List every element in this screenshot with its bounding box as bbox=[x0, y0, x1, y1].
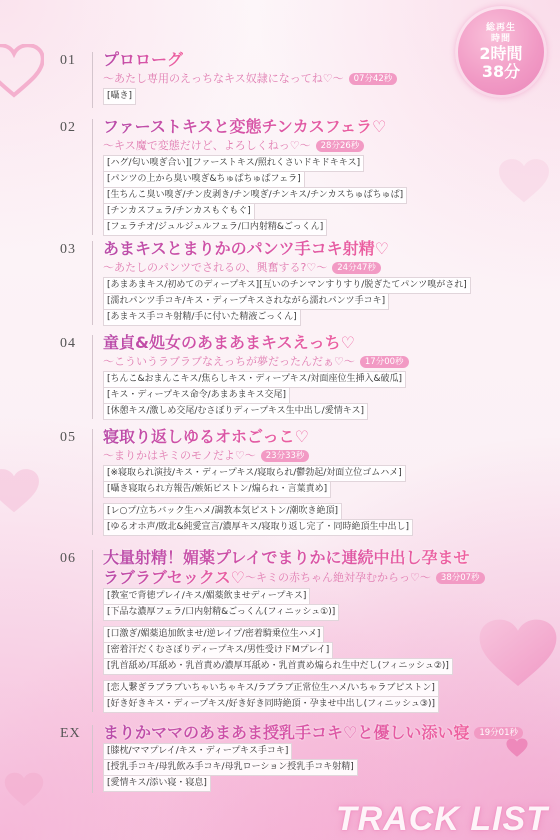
tag-row: [チンカスフェラ/チンカスもぐもぐ] bbox=[103, 203, 255, 220]
track-divider-line bbox=[92, 725, 93, 793]
tag-group bbox=[103, 626, 550, 675]
track-title: 童貞&処女のあまあまキスえっち♡ bbox=[103, 333, 355, 352]
tag-row: [ハグ/匂い嗅ぎ合い][ファーストキス/照れくさいドキドキキス] bbox=[103, 155, 364, 172]
tag-row: [密着汗だくむさぼりディープキス/男性受けドMプレイ] bbox=[103, 642, 333, 659]
track-02 bbox=[55, 117, 550, 235]
tag-row: [濡れパンツ手コキ/キス・ディープキスされながら濡れパンツ手コキ] bbox=[103, 293, 389, 310]
track-divider-line bbox=[92, 550, 93, 712]
badge-hours: 2時間 bbox=[479, 44, 523, 63]
track-duration-badge: 19分01秒 bbox=[474, 727, 523, 739]
tag-group bbox=[103, 465, 550, 498]
track-body bbox=[103, 50, 550, 110]
track-duration-badge: 28分26秒 bbox=[316, 140, 365, 152]
track-subtitle: ～あたしのパンツでされるの、興奮する?♡～ bbox=[103, 261, 328, 274]
track-body bbox=[103, 333, 550, 425]
tag-row: [ゆるオホ声/敗北&純愛宣言/濃厚キス/寝取り返し完了・同時絶頂生中出し] bbox=[103, 519, 413, 536]
tag-row: [囁き] bbox=[103, 88, 136, 105]
tag-group bbox=[103, 371, 550, 420]
tag-row: [授乳手コキ/母乳飲み手コキ/母乳ローション授乳手コキ射精] bbox=[103, 759, 358, 776]
track-divider-line bbox=[92, 241, 93, 325]
track-list-heading: TRACK LIST bbox=[335, 800, 548, 838]
tag-group bbox=[103, 588, 550, 621]
tag-row: [好き好きキス・ディープキス/好き好き同時絶頂・孕ませ中出し(フィニッシュ③)] bbox=[103, 696, 439, 713]
track-ex bbox=[55, 723, 550, 793]
tag-row: [キス・ディープキス命令/あまあまキス交尾] bbox=[103, 387, 290, 404]
heart-icon bbox=[4, 772, 44, 808]
tag-row: [生ちんこ臭い嗅ぎ/チン皮剥き/チン嗅ぎ/チンキス/チンカスちゅぱちゅぱ] bbox=[103, 187, 407, 204]
tag-row: [ちんこ&おまんこキス/焦らしキス・ディープキス/対面座位生挿入&破瓜] bbox=[103, 371, 406, 388]
track-number: 05 bbox=[60, 430, 76, 445]
track-number: 04 bbox=[60, 336, 76, 351]
tag-group bbox=[103, 155, 550, 236]
track-title: 寝取り返しゆるオホごっこ♡ bbox=[103, 427, 310, 446]
track-title: 大量射精！媚薬プレイでまりかに連続中出し孕ませ bbox=[103, 548, 470, 567]
badge-label-bottom: 時間 bbox=[490, 34, 511, 44]
tag-row: [下品な濃厚フェラ/口内射精&ごっくん(フィニッシュ①)] bbox=[103, 604, 339, 621]
track-title: プロローグ bbox=[103, 50, 184, 69]
tag-row: [恋人繋ぎラブラブいちゃいちゃキス/ラブラブ正常位生ハメ/いちゃラブピストン] bbox=[103, 680, 439, 697]
badge-label-top: 総再生 bbox=[485, 23, 516, 33]
tag-row: [あまあまキス/初めてのディープキス][互いのチンマンすりすり/脱ぎたてパンツ嗅がされ] bbox=[103, 277, 471, 294]
tag-row: [休憩キス/激しめ交尾/むさぼりディープキス生中出し/愛情キス] bbox=[103, 403, 368, 420]
track-06 bbox=[55, 548, 550, 712]
tag-row: [教室で背徳プレイ/キス/媚薬飲ませディープキス] bbox=[103, 588, 310, 605]
track-subtitle: ～まりかはキミのモノだよ♡～ bbox=[103, 449, 256, 462]
tag-group bbox=[103, 277, 550, 326]
track-title: まりかママのあまあま授乳手コキ♡と優しい添い寝 bbox=[103, 723, 470, 742]
track-number: 06 bbox=[60, 551, 76, 566]
track-body bbox=[103, 427, 550, 541]
heart-icon bbox=[0, 44, 44, 98]
track-04 bbox=[55, 333, 550, 419]
tag-row: [パンツの上から臭い嗅ぎ&ちゅぱちゅぱフェラ] bbox=[103, 171, 305, 188]
tag-group bbox=[103, 88, 550, 105]
tag-group bbox=[103, 680, 550, 713]
track-subtitle: ～キミの赤ちゃん絶対孕むからっ♡～ bbox=[245, 571, 431, 584]
track-title: ファーストキスと変態チンカスフェラ♡ bbox=[103, 117, 387, 136]
tag-row: [レ○プ/立ちバック生ハメ/調教本気ピストン/潮吹き絶頂] bbox=[103, 503, 342, 520]
tag-row: [囁き寝取られ方報告/嫉妬ピストン/煽られ・言葉責め] bbox=[103, 481, 331, 498]
track-duration-badge: 07分42秒 bbox=[349, 73, 398, 85]
track-01 bbox=[55, 50, 550, 108]
heart-icon bbox=[0, 468, 40, 515]
track-03 bbox=[55, 239, 550, 325]
track-duration-badge: 24分47秒 bbox=[332, 262, 381, 274]
track-body bbox=[103, 548, 550, 718]
track-subtitle: ～あたし専用のえっちなキス奴隷になってね♡～ bbox=[103, 72, 344, 85]
track-subtitle: ～こういうラブラブなえっちが夢だったんだぁ♡～ bbox=[103, 355, 355, 368]
tag-row: [あまキス手コキ射精/手に付いた精液ごっくん] bbox=[103, 309, 301, 326]
track-title-line2: ラブラブセックス♡ bbox=[103, 568, 246, 587]
track-duration-badge: 17分00秒 bbox=[360, 356, 409, 368]
tag-group bbox=[103, 743, 550, 792]
track-body bbox=[103, 239, 550, 331]
track-divider-line bbox=[92, 52, 93, 108]
track-duration-badge: 38分07秒 bbox=[436, 572, 485, 584]
tag-row: [膝枕/ママプレイ/キス・ディープキス手コキ] bbox=[103, 743, 292, 760]
track-divider-line bbox=[92, 429, 93, 535]
tag-group bbox=[103, 503, 550, 536]
tag-row: [口激ぎ/媚薬追加飲ませ/逆レイプ/密着騎乗位生ハメ] bbox=[103, 626, 324, 643]
track-title: あまキスとまりかのパンツ手コキ射精♡ bbox=[103, 239, 390, 258]
track-number: 02 bbox=[60, 120, 76, 135]
track-duration-badge: 23分33秒 bbox=[261, 450, 310, 462]
tag-row: [乳首舐め/耳舐め・乳首責め/濃厚耳舐め・乳首責め煽られ生中だし(フィニッシュ②)] bbox=[103, 658, 453, 675]
track-number: 01 bbox=[60, 53, 76, 68]
badge-minutes: 38分 bbox=[481, 62, 521, 81]
track-number: 03 bbox=[60, 242, 76, 257]
track-body bbox=[103, 117, 550, 241]
track-divider-line bbox=[92, 119, 93, 235]
track-divider-line bbox=[92, 335, 93, 419]
tag-row: [フェラチオ/ジュルジュルフェラ/口内射精&ごっくん] bbox=[103, 219, 327, 236]
tag-row: [愛情キス/添い寝・寝息] bbox=[103, 775, 211, 792]
track-body bbox=[103, 723, 550, 797]
track-subtitle: ～キス魔で変態だけど、よろしくねっ♡～ bbox=[103, 139, 311, 152]
track-05 bbox=[55, 427, 550, 535]
tag-row: [※寝取られ演技/キス・ディープキス/寝取られ/鬱勃起/対面立位ゴムハメ] bbox=[103, 465, 406, 482]
track-number: EX bbox=[60, 726, 81, 741]
